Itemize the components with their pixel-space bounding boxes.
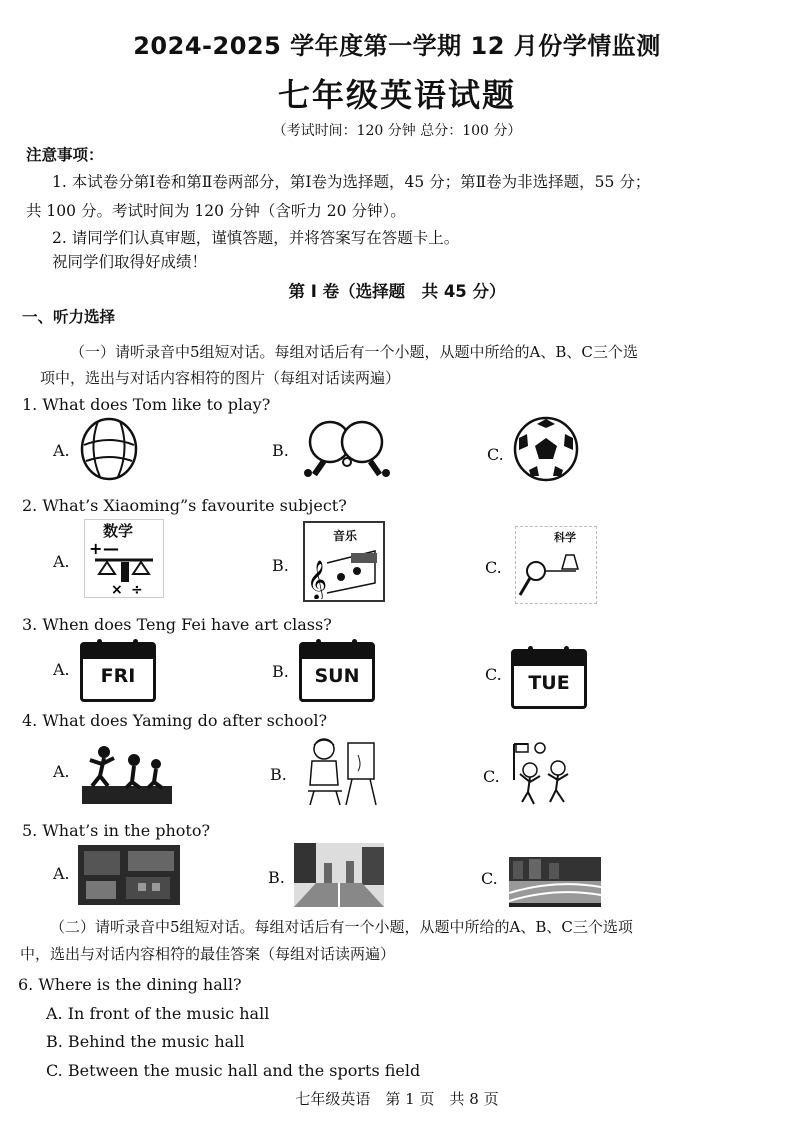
q5-option-b: B. [268, 868, 285, 887]
section-title: 第 I 卷（选择题 共 45 分） [288, 282, 506, 301]
svg-text:÷: ÷ [131, 582, 143, 596]
q4-option-b: B. [270, 765, 287, 784]
notice-item1-line2: 共 100 分。考试时间为 120 分钟（含听力 20 分钟）。 [26, 202, 406, 220]
q3-option-c: C. [485, 665, 502, 684]
q1-option-b: B. [272, 441, 289, 460]
ping-pong-icon [298, 418, 396, 480]
question-1: 1. What does Tom like to play? [22, 395, 271, 414]
q2-option-c: C. [485, 558, 502, 577]
sub1-instruction-line1: （一）请听录音中5组短对话。每组对话后有一个小题，从题中所给的A、B、C三个选 [70, 343, 638, 361]
q6-option-c: C. Between the music hall and the sports field [46, 1061, 421, 1080]
calendar-tue-icon [511, 649, 587, 709]
q1-option-a: A. [53, 441, 70, 460]
question-5: 5. What’s in the photo? [22, 821, 211, 840]
math-subject-image [84, 519, 164, 598]
q2-option-a: A. [53, 552, 70, 571]
sub1-instruction-line2: 项中，选出与对话内容相符的图片（每组对话读两遍） [40, 369, 401, 387]
page-footer: 七年级英语 第 1 页 共 8 页 [295, 1090, 499, 1108]
q5-option-c: C. [481, 869, 498, 888]
q5-option-a: A. [53, 864, 70, 883]
part-heading: 一、听力选择 [22, 308, 116, 326]
notice-heading: 注意事项： [26, 146, 104, 164]
q6-option-b: B. Behind the music hall [46, 1032, 245, 1051]
basketball-kids-icon [512, 740, 574, 810]
science-subject-image [515, 526, 597, 604]
exam-title-line1: 2024-2025 学年度第一学期 12 月份学情监测 [133, 32, 661, 60]
svg-text:—: — [103, 539, 119, 558]
building-photo [78, 845, 180, 905]
calendar-fri-icon [80, 642, 156, 702]
sub2-instruction-line1: （二）请听录音中5组短对话。每组对话后有一个小题，从题中所给的A、B、C三个选项 [50, 918, 633, 936]
question-6: 6. Where is the dining hall? [18, 975, 242, 994]
q3-option-b: B. [272, 662, 289, 681]
calendar-sun-icon [299, 642, 375, 702]
music-label: 音乐 [333, 529, 358, 543]
notice-wish: 祝同学们取得好成绩！ [52, 253, 208, 271]
svg-text:+: + [89, 539, 103, 558]
q3-option-a: A. [53, 660, 70, 679]
svg-text:×: × [111, 582, 123, 596]
calendar-sun-label: SUN [314, 665, 360, 687]
q4-option-c: C. [483, 767, 500, 786]
science-label: 科学 [554, 531, 576, 544]
calendar-fri-label: FRI [100, 665, 136, 687]
basketball-icon [80, 417, 138, 481]
music-subject-image [303, 521, 385, 602]
svg-text:𝄞: 𝄞 [307, 560, 328, 599]
exam-title-line2: 七年级英语试题 [277, 76, 516, 114]
sub2-instruction-line2: 中，选出与对话内容相符的最佳答案（每组对话读两遍） [20, 945, 396, 963]
question-4: 4. What does Yaming do after school? [22, 711, 328, 730]
calendar-tue-label: TUE [528, 672, 570, 694]
question-2: 2. What’s Xiaoming”s favourite subject? [22, 496, 347, 515]
notice-item1-line1: 1. 本试卷分第Ⅰ卷和第Ⅱ卷两部分，第Ⅰ卷为选择题，45 分；第Ⅱ卷为非选择题，55 分； [52, 173, 651, 191]
notice-item2: 2. 请同学们认真审题，谨慎答题，并将答案写在答题卡上。 [52, 229, 460, 247]
math-label: 数学 [103, 522, 134, 540]
track-photo [509, 857, 601, 907]
q1-option-c: C. [487, 445, 504, 464]
football-icon [513, 416, 579, 482]
q6-option-a: A. In front of the music hall [46, 1004, 270, 1023]
playing-kids-icon [82, 742, 172, 804]
question-3: 3. When does Teng Fei have art class? [22, 615, 332, 634]
q4-option-a: A. [53, 762, 70, 781]
painting-boy-icon [302, 735, 380, 807]
exam-info: （考试时间：120 分钟 总分：100 分） [272, 123, 522, 139]
street-photo [294, 843, 384, 907]
q2-option-b: B. [272, 556, 289, 575]
